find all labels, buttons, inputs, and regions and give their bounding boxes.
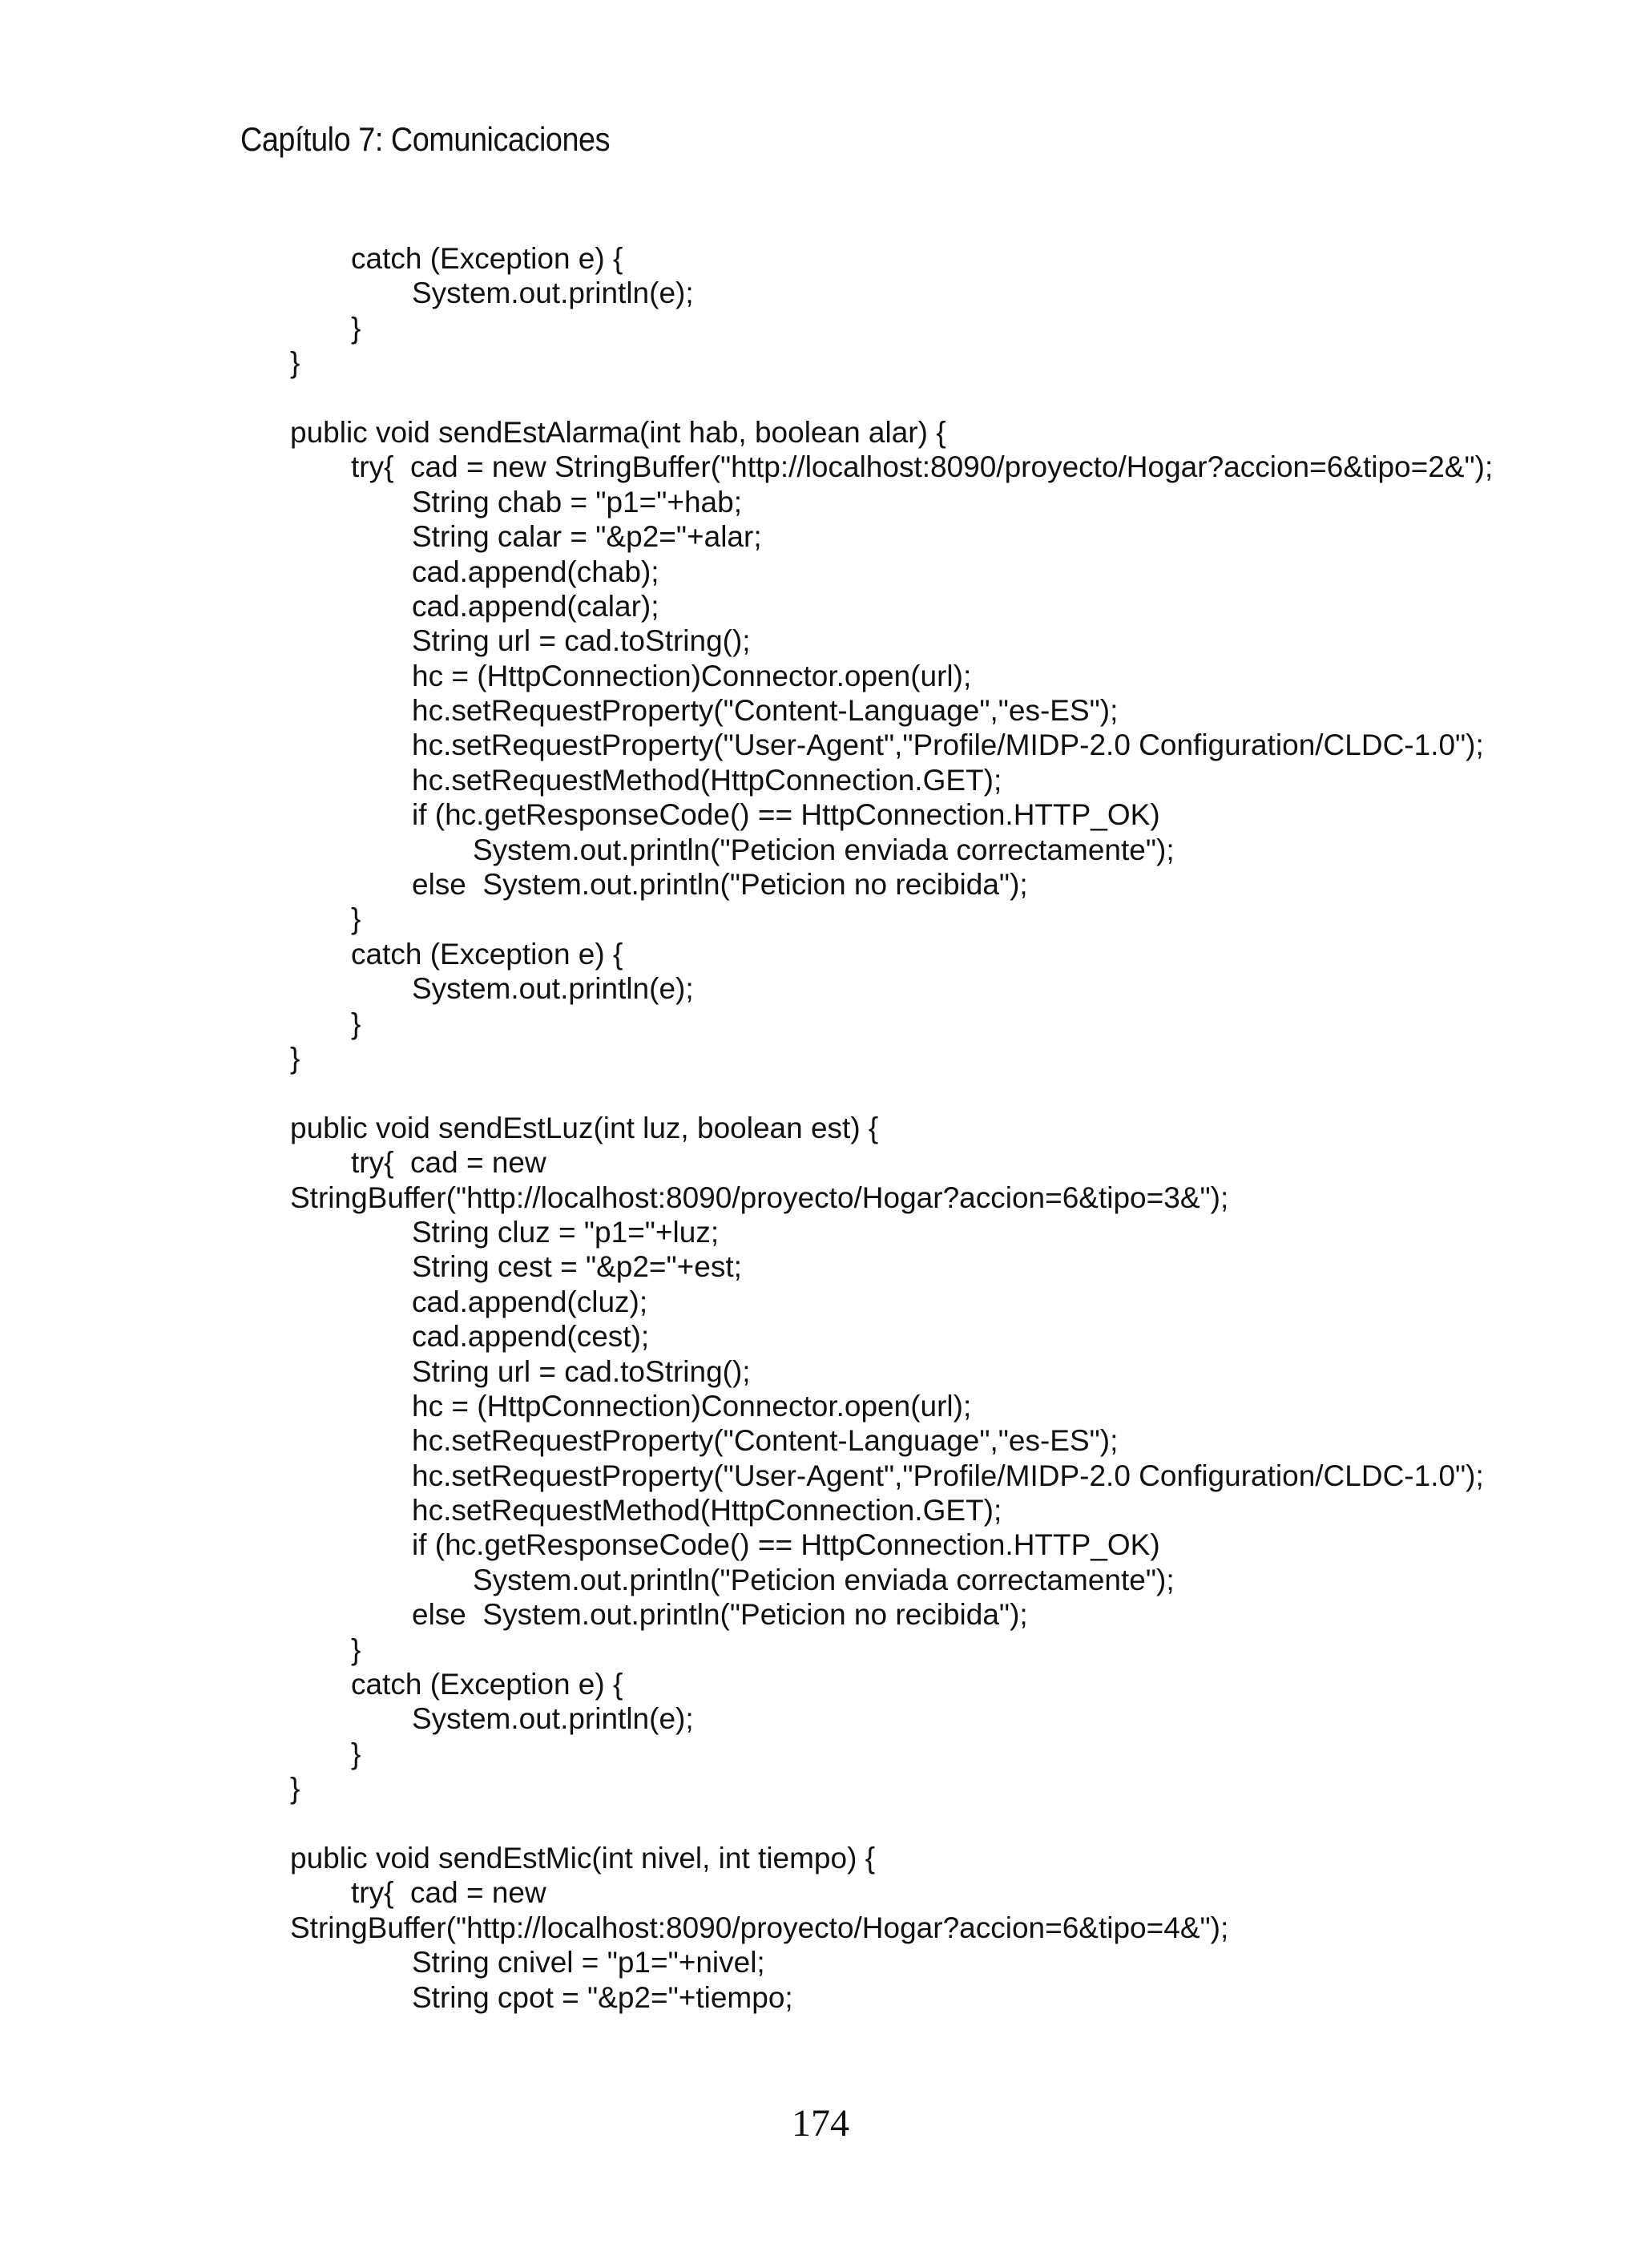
code-line-text: System.out.println(e);	[412, 276, 694, 310]
code-line-text: try{ cad = new	[351, 1146, 546, 1180]
code-line	[0, 1737, 1641, 1771]
code-line-text: StringBuffer("http://localhost:8090/proyecto/Hogar?accion=6&tipo=4&");	[290, 1911, 1229, 1944]
code-line	[0, 1632, 1641, 1667]
code-line-text: else System.out.println("Peticion no recibida");	[412, 1598, 1028, 1632]
code-line	[0, 1215, 1641, 1249]
code-line-text: }	[290, 1041, 300, 1075]
code-line	[0, 1911, 1641, 1945]
code-line	[0, 623, 1641, 658]
code-line	[0, 797, 1641, 832]
code-line	[0, 1841, 1641, 1875]
code-line-text: hc = (HttpConnection)Connector.open(url);	[412, 1389, 972, 1423]
code-line-text: }	[351, 1007, 361, 1040]
code-line-text: }	[351, 1737, 361, 1770]
code-line-text: catch (Exception e) {	[351, 242, 623, 275]
code-line-text: cad.append(chab);	[412, 555, 659, 588]
code-line	[0, 1249, 1641, 1284]
code-line-text: String calar = "&p2="+alar;	[412, 520, 762, 554]
code-line-text: StringBuffer("http://localhost:8090/proyecto/Hogar?accion=6&tipo=3&");	[290, 1180, 1229, 1214]
code-line	[0, 1285, 1641, 1319]
code-line	[0, 1319, 1641, 1354]
code-line	[0, 1527, 1641, 1562]
code-line	[0, 1701, 1641, 1736]
code-line	[0, 450, 1641, 484]
code-line	[0, 1354, 1641, 1389]
code-line	[0, 1007, 1641, 1041]
code-line	[0, 693, 1641, 728]
code-line	[0, 1980, 1641, 2015]
code-line	[0, 937, 1641, 971]
code-line-text: try{ cad = new	[351, 1876, 546, 1910]
code-line-text: catch (Exception e) {	[351, 1668, 623, 1701]
code-line-text: }	[351, 1632, 361, 1666]
code-line	[0, 311, 1641, 345]
code-line-text: cad.append(cest);	[412, 1320, 650, 1354]
code-line	[0, 1771, 1641, 1806]
code-line-text: catch (Exception e) {	[351, 937, 623, 971]
code-line-text: String cnivel = "p1="+nivel;	[412, 1946, 765, 1979]
code-line	[0, 1875, 1641, 1910]
code-line-text: try{ cad = new StringBuffer("http://localhost:8090/proyecto/Hogar?accion=6&tipo=2&");	[351, 450, 1494, 484]
code-line	[0, 971, 1641, 1006]
code-line	[0, 867, 1641, 902]
code-line	[0, 1111, 1641, 1145]
code-line	[0, 589, 1641, 623]
code-line-text: hc.setRequestMethod(HttpConnection.GET);	[412, 763, 1002, 797]
code-line-text: hc.setRequestProperty("User-Agent","Profile/MIDP-2.0 Configuration/CLDC-1.0");	[412, 1459, 1484, 1492]
code-line	[0, 1145, 1641, 1180]
code-line	[0, 1075, 1641, 1110]
code-line	[0, 1667, 1641, 1701]
code-line	[0, 1563, 1641, 1597]
code-line	[0, 659, 1641, 693]
code-line-text: else System.out.println("Peticion no recibida");	[412, 868, 1028, 902]
code-line-text: cad.append(calar);	[412, 589, 659, 623]
code-line-text: }	[290, 346, 300, 380]
code-line-text: hc.setRequestProperty("Content-Language","es-ES");	[412, 694, 1119, 728]
code-line	[0, 241, 1641, 276]
code-line-text: String cpot = "&p2="+tiempo;	[412, 1980, 793, 2014]
code-line	[0, 1180, 1641, 1215]
code-line	[0, 728, 1641, 762]
code-line	[0, 345, 1641, 380]
code-line-text: System.out.println(e);	[412, 972, 694, 1006]
chapter-header: Capítulo 7: Comunicaciones	[240, 120, 611, 158]
code-line	[0, 1493, 1641, 1527]
code-line-text: String chab = "p1="+hab;	[412, 485, 742, 519]
code-line	[0, 1945, 1641, 1979]
code-line-text: }	[351, 311, 361, 345]
code-line-text: cad.append(cluz);	[412, 1285, 648, 1318]
code-line-text: System.out.println("Peticion enviada correctamente");	[473, 1563, 1175, 1596]
code-line-text: hc = (HttpConnection)Connector.open(url);	[412, 659, 972, 692]
code-line-text: public void sendEstAlarma(int hab, boolean alar) {	[290, 415, 946, 449]
code-line	[0, 555, 1641, 589]
code-line-text: hc.setRequestProperty("User-Agent","Profile/MIDP-2.0 Configuration/CLDC-1.0");	[412, 728, 1484, 762]
page-number: 174	[792, 2102, 849, 2145]
code-line-text: hc.setRequestProperty("Content-Language","es-ES");	[412, 1424, 1119, 1458]
code-line-text: String url = cad.toString();	[412, 624, 751, 658]
code-line-text: public void sendEstMic(int nivel, int tiempo) {	[290, 1841, 876, 1875]
code-line	[0, 485, 1641, 519]
code-line-text: String url = cad.toString();	[412, 1354, 751, 1388]
code-line-text: System.out.println(e);	[412, 1702, 694, 1736]
code-line	[0, 519, 1641, 554]
code-line	[0, 415, 1641, 450]
code-line	[0, 1806, 1641, 1841]
code-line	[0, 1041, 1641, 1075]
code-line	[0, 276, 1641, 310]
code-line	[0, 902, 1641, 936]
code-line	[0, 1597, 1641, 1632]
code-line-text: public void sendEstLuz(int luz, boolean est) {	[290, 1111, 879, 1144]
code-line	[0, 833, 1641, 867]
code-line-text: }	[351, 902, 361, 936]
code-line-text: String cest = "&p2="+est;	[412, 1250, 742, 1284]
code-line-text: hc.setRequestMethod(HttpConnection.GET);	[412, 1494, 1002, 1527]
code-line-text: }	[290, 1772, 300, 1806]
code-line	[0, 763, 1641, 797]
code-line	[0, 381, 1641, 415]
code-listing	[0, 241, 1641, 2015]
code-line-text: if (hc.getResponseCode() == HttpConnection.HTTP_OK)	[412, 1528, 1160, 1562]
code-line-text: System.out.println("Peticion enviada correctamente");	[473, 833, 1175, 866]
code-line	[0, 1389, 1641, 1423]
code-line-text: if (hc.getResponseCode() == HttpConnection.HTTP_OK)	[412, 798, 1160, 832]
code-line-text: String cluz = "p1="+luz;	[412, 1215, 720, 1249]
code-line	[0, 1423, 1641, 1458]
code-line	[0, 1459, 1641, 1493]
